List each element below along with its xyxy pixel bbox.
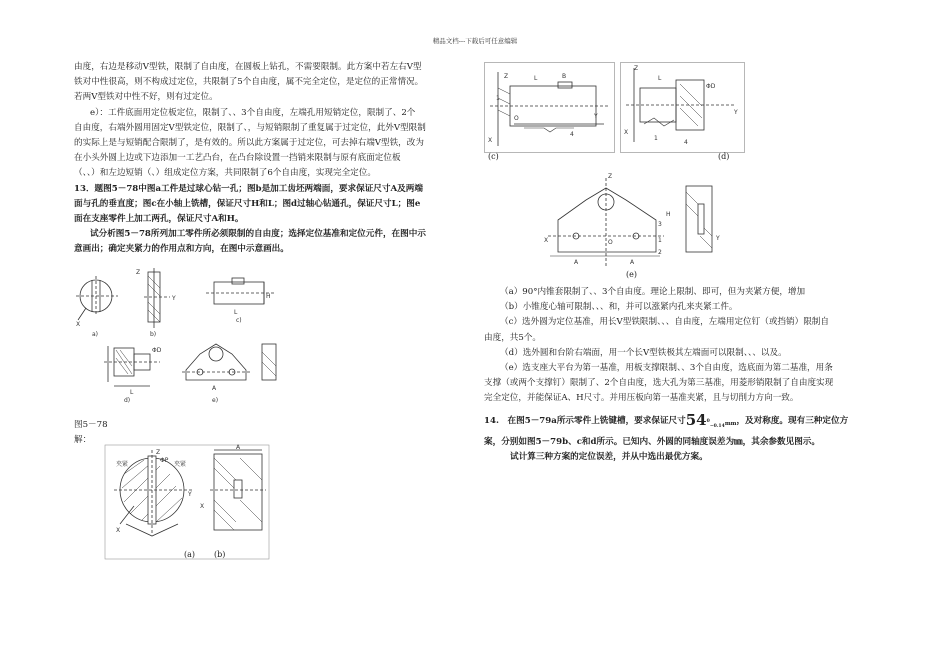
fig-label-c: c) <box>236 317 242 324</box>
fig-label-y: Y <box>172 295 176 302</box>
label-y-c: Y <box>594 113 598 120</box>
question-13-line: 面在支座零件上加工两孔，保证尺寸A和H。 <box>74 214 244 225</box>
solution-label: 解： <box>74 435 92 445</box>
q14-dimension <box>686 411 737 429</box>
fig-label-a2: A <box>212 385 217 392</box>
label-1-e: 1 <box>658 237 662 244</box>
q14-tolerance <box>706 419 725 430</box>
label-1-d: 1 <box>654 135 658 142</box>
right-column <box>484 285 884 407</box>
caption-d: (d) <box>718 152 730 161</box>
answer-e-support <box>558 188 656 252</box>
text-line: 的实际上是与短销配合限制了，是有效的。所以此方案属于过定位，可去掉右端V型铁，改为 <box>74 138 424 149</box>
answer-caption-a: (a) <box>184 550 196 559</box>
label-x-c: X <box>488 137 493 144</box>
text-line: 若两V型铁对中性不好，则有过定位。 <box>74 92 218 103</box>
text-line: 铁对中性很高，则不构成过定位，共限制了5个自由度，属不完全定位，是定位的正常情况。 <box>74 77 424 88</box>
answer-label-a: A <box>236 444 241 451</box>
fig-label-a: a) <box>92 331 99 338</box>
fig-label-x: X <box>76 321 81 328</box>
label-y-d: Y <box>734 109 738 116</box>
question-13-line: 13．题图5－78中图a工件是过球心钻一孔；图b是加工齿坯两端面，要求保证尺寸A及两端 <box>74 183 423 194</box>
q14-text-pre: 14. 在图5－79a所示零件上铣键槽，要求保证尺寸 <box>484 416 686 426</box>
fig-label-b: b) <box>150 331 157 338</box>
label-z-c: Z <box>504 73 509 80</box>
q14-tol-up: 0 <box>706 419 710 425</box>
question-14-line3: 试计算三种方案的定位误差，并从中选出最优方案。 <box>510 452 708 463</box>
answer-line: 由度，共5个。 <box>484 332 542 343</box>
label-4-c: 4 <box>570 131 574 138</box>
answer-label-phip: ΦP <box>160 457 169 464</box>
fig-label-z: Z <box>136 269 141 276</box>
answer-line: 完全定位，并能保证A、H尺寸。并用压板向第一基准夹紧，且与切削力方向一致。 <box>484 393 799 404</box>
answer-label-z: Z <box>156 449 161 456</box>
clamp-label-left: 夹紧 <box>116 461 129 468</box>
question-14 <box>484 408 904 466</box>
answer-line: （e）选支座大平台为第一基准，用板支撑限制、、3个自由度，选底面为第二基准，用条 <box>500 363 833 374</box>
label-4-d: 4 <box>684 139 688 146</box>
answer-line: （a）90°内锥套限制了、、3个自由度。理论上限制、即可，但为夹紧方便，增加 <box>500 287 806 297</box>
page-header: 精品文档---下载后可任意编辑 <box>432 37 518 45</box>
label-l-d: L <box>658 75 662 82</box>
question-14-line1 <box>484 408 904 435</box>
label-x-d: X <box>624 129 629 136</box>
answer-figure-e <box>540 170 740 270</box>
caption-e: (e) <box>626 270 637 279</box>
q14-unit: mm <box>724 421 737 427</box>
fig-label-e: e) <box>212 397 219 404</box>
fig-label-l: L <box>234 309 238 316</box>
answer-label-x: X <box>116 527 121 534</box>
label-l-c: L <box>534 75 538 82</box>
figure-caption-5-78: 图5－78 <box>74 420 108 430</box>
label-a-e: A <box>574 259 579 266</box>
label-phid-d: ΦD <box>706 83 716 90</box>
fig-label-phid: ΦD <box>152 347 162 354</box>
fig-label-h: H <box>266 293 271 300</box>
answer-line: 支撑（或两个支撑钉）限制了、2个自由度，选大孔为第三基准，用菱形销限制了自由度实现 <box>484 378 834 389</box>
label-z-e: Z <box>608 173 613 180</box>
label-3-e: 3 <box>658 221 662 228</box>
fig-e-support <box>186 344 246 380</box>
question-14-line2: 案，分别如图5－79b、c和d所示。已知内、外圆的同轴度误差为㎜，其余参数见图示。 <box>484 437 820 448</box>
answer-line: （d）选外圆和台阶右端面，用一个长V型铁极其左端面可以限制、、、以及。 <box>500 347 787 358</box>
label-x-e: X <box>544 237 549 244</box>
label-y-e: Y <box>716 235 720 242</box>
label-o-c: O <box>514 115 519 122</box>
label-1-c: 1 <box>496 95 500 102</box>
label-z-d: Z <box>634 65 639 72</box>
question-13-line: 面与孔的垂直度；图c在小轴上铣槽，保证尺寸H和L；图d过轴心钻通孔，保证尺寸L；图e <box>74 198 421 209</box>
left-column <box>74 60 474 258</box>
text-line: （、、）和左边短销（、）组成定位方案，共同限制了6个自由度，实现完全定位。 <box>74 168 376 179</box>
answer-label-y: Y <box>188 491 192 498</box>
text-line: 自由度，右端外圆用固定V型铁定位，限制了、，与短销限制了重复属于过定位，此外V型限制 <box>74 122 426 133</box>
answer-line: （b）小锥度心轴可限制、、、和，并可以涨紧内孔来夹紧工件。 <box>500 302 738 313</box>
fig-label-l2: L <box>130 389 134 396</box>
answer-line: （c）选外圆为定位基准，用长V型铁限制、、、自由度，左端用定位钉（或挡销）限制自 <box>500 317 829 328</box>
answer-figure-cd <box>484 62 746 158</box>
question-13-task: 意画出；确定夹紧力的作用点和方向，在图中示意画出。 <box>74 244 289 255</box>
fig-label-d: d) <box>124 397 131 404</box>
label-b-c: B <box>562 73 567 80</box>
clamp-label-right: 夹紧 <box>174 461 187 468</box>
answer-label-x2: X <box>200 503 205 510</box>
label-o-e: O <box>608 239 613 246</box>
label-2-e: 2 <box>658 249 662 256</box>
text-line: 在小头外圆上边或下边添加一工艺凸台，在凸台除设置一挡销来限制与原有底面定位板 <box>74 153 401 164</box>
text-line: e）：工件底面用定位板定位，限制了、、3个自由度，左端孔用短销定位，限制了、2个 <box>90 107 416 118</box>
q14-text-post: ，及对称度。现有三种定位方 <box>736 416 849 426</box>
q14-dim-value: 54 <box>685 411 707 429</box>
text-line: 由度，右边是移动V型铁，限制了自由度，在圆板上钻孔，不需要限制。此方案中若左右V型 <box>74 62 422 72</box>
figure-5-78 <box>74 262 304 412</box>
caption-c: (c) <box>488 152 499 161</box>
answer-caption-b: (b) <box>214 550 226 559</box>
label-h-e: H <box>666 211 671 218</box>
question-13-task: 试分析图5－78所列加工零件所必须限制的自由度；选择定位基准和定位元件，在图中示 <box>90 229 426 240</box>
answer-figure-ab <box>104 444 270 560</box>
q14-tol-low: −0.14 <box>709 424 725 430</box>
label-a-e2: A <box>630 259 635 266</box>
